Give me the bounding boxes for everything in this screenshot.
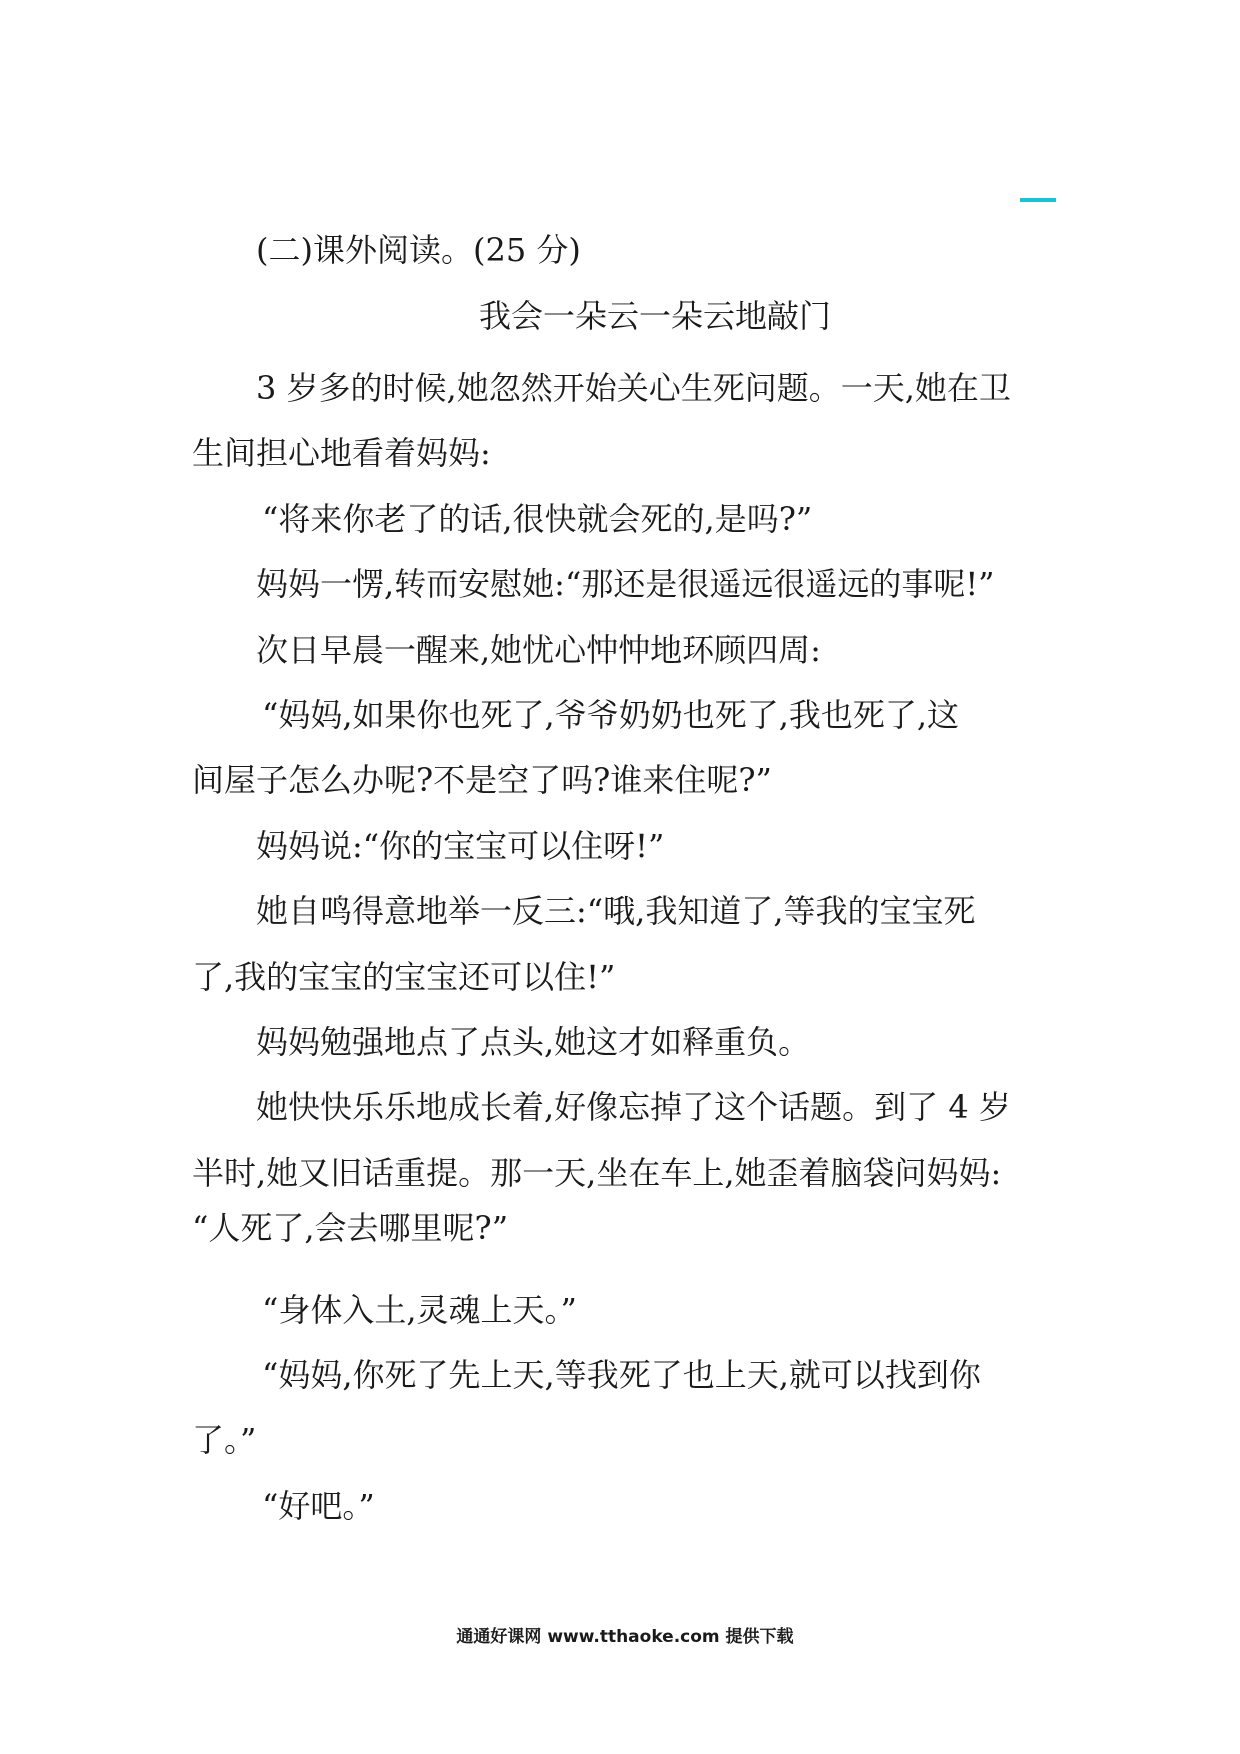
paragraph-line: 次日早晨一醒来,她忧心忡忡地环顾四周: (256, 630, 821, 669)
article-title: 我会一朵云一朵云地敲门 (478, 297, 831, 335)
paragraph-line: 半时,她又旧话重提。那一天,坐在车上,她歪着脑袋问妈妈: (192, 1153, 1002, 1192)
paragraph-line: “好吧。” (262, 1486, 375, 1525)
paragraph-line: “妈妈,你死了先上天,等我死了也上天,就可以找到你 (262, 1356, 981, 1395)
paragraph-line: 了。” (192, 1421, 257, 1460)
paragraph-line: “将来你老了的话,很快就会死的,是吗?” (262, 499, 813, 538)
paragraph-line: 她自鸣得意地举一反三:“哦,我知道了,等我的宝宝死 (256, 892, 976, 931)
paragraph-line: “身体入土,灵魂上天。” (262, 1290, 577, 1329)
paragraph-line: 了,我的宝宝的宝宝还可以住!” (192, 957, 616, 996)
paragraph-line: 生间担心地看着妈妈: (192, 434, 491, 473)
paragraph-line: “人死了,会去哪里呢?” (192, 1208, 509, 1247)
paragraph-line: 她快快乐乐地成长着,好像忘掉了这个话题。到了 4 岁 (256, 1088, 1011, 1127)
paragraph-line: 3 岁多的时候,她忽然开始关心生死问题。一天,她在卫 (256, 369, 1011, 407)
paragraph-line: 妈妈说:“你的宝宝可以住呀!” (256, 826, 665, 865)
paragraph-line: 妈妈勉强地点了点头,她这才如释重负。 (256, 1022, 811, 1061)
paragraph-line: 间屋子怎么办呢?不是空了吗?谁来住呢?” (192, 761, 772, 800)
accent-line-mark (1020, 198, 1056, 202)
paragraph-line: 妈妈一愣,转而安慰她:“那还是很遥远很遥远的事呢!” (256, 565, 995, 604)
article-body (192, 356, 1072, 1539)
footer-source: 通通好课网 www.tthaoke.com 提供下载 (456, 1627, 794, 1647)
paragraph-line: “妈妈,如果你也死了,爷爷奶奶也死了,我也死了,这 (262, 695, 960, 734)
section-heading: (二)课外阅读。(25 分) (256, 231, 581, 269)
